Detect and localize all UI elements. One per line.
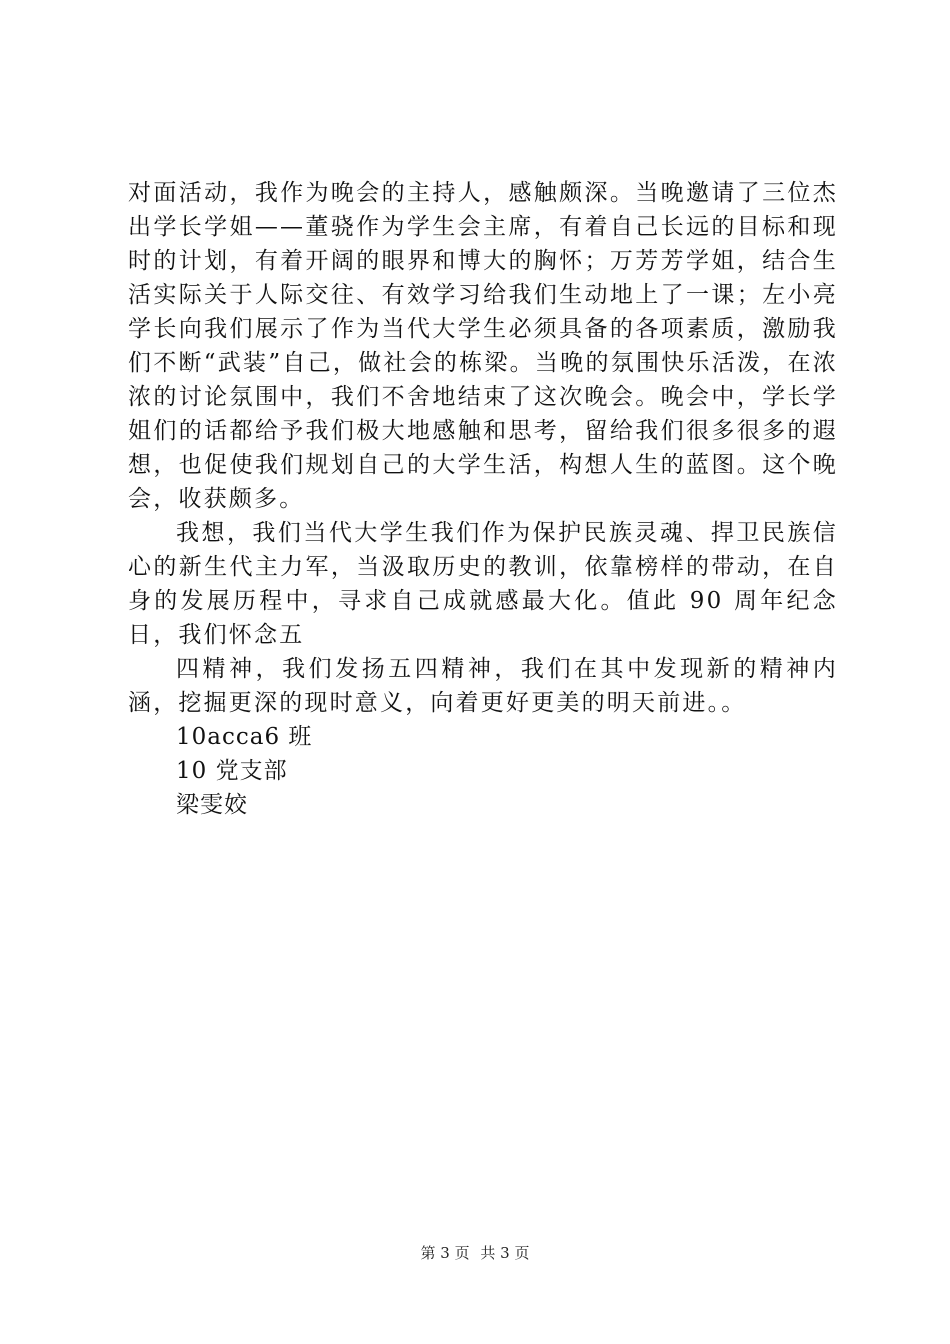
page-total: 共 3 页	[480, 1244, 530, 1262]
signature-class: 10acca6 班	[176, 724, 313, 750]
signature-party-branch: 10 党支部	[176, 758, 288, 784]
paragraph-reflection: 我想，我们当代大学生我们作为保护民族灵魂、捍卫民族信心的新生代主力军，当汲取历史的教训，依靠榜样的带动，在自身的发展历程中，寻求自己成就感最大化。值此 90 周年纪念日，我们怀念五	[128, 520, 838, 648]
signature-block	[128, 720, 838, 822]
page-footer	[0, 1243, 950, 1263]
paragraph-may-fourth-spirit: 四精神，我们发扬五四精神，我们在其中发现新的精神内涵，挖掘更深的现时意义，向着更好更美的明天前进。。	[128, 656, 838, 716]
signature-author: 梁雯姣	[176, 792, 248, 818]
paragraph-evening-event: 对面活动，我作为晚会的主持人，感触颇深。当晚邀请了三位杰出学长学姐——董骁作为学生会主席，有着自己长远的目标和现时的计划，有着开阔的眼界和博大的胸怀；万芳芳学姐，结合生活实际关于人际交往、有效学习给我们生动地上了一课；左小亮学长向我们展示了作为当代大学生必须具备的各项素质，激励我们不断“武装”自己，做社会的栋梁。当晚的氛围快乐活泼，在浓浓的讨论氛围中，我们不舍地结束了这次晚会。晚会中，学长学姐们的话都给予我们极大地感触和思考，留给我们很多很多的遐想，也促使我们规划自己的大学生活，构想人生的蓝图。这个晚会，收获颇多。	[128, 180, 838, 512]
document-body	[128, 176, 838, 822]
page-number: 第 3 页	[420, 1244, 470, 1262]
